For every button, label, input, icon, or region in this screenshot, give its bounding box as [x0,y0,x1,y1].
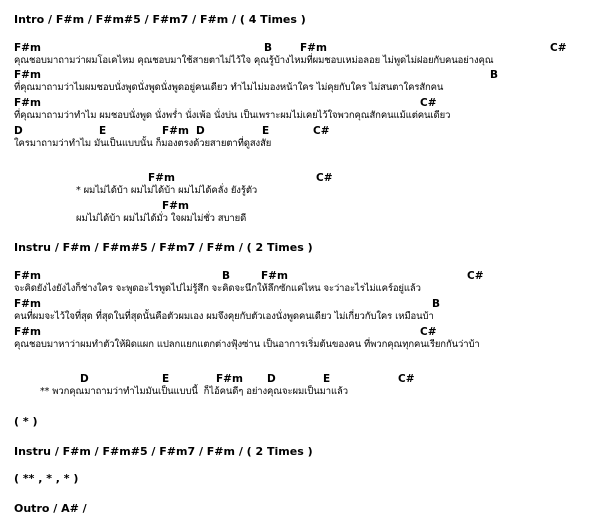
chord: C# [550,42,567,54]
intro-line: Intro / F#m / F#m#5 / F#m7 / F#m / ( 4 Times ) [14,13,306,26]
bridge-chord-row [0,373,600,385]
chord: D [196,125,205,137]
chorus-chord-row-2 [0,200,600,212]
chord: B [222,270,231,282]
verse2-chord-row-3 [0,326,600,338]
chord: F#m [14,326,41,338]
chord: D [267,373,276,385]
chord: C# [313,125,330,137]
chord: F#m [162,125,189,137]
chord: E [323,373,331,385]
chord: F#m [14,270,41,282]
verse2-chord-row-1 [0,270,600,282]
verse1-chord-row-4 [0,125,600,137]
verse1-lyric-4: ใครมาถามว่าทำไม มันเป็นแบบนั้น ก็มองตรงด้วยสายตาที่ดูสงสัย [14,138,272,149]
chord: B [264,42,273,54]
verse1-chord-row-2 [0,69,600,81]
verse2-lyric-2: คนที่ผมจะไว้ใจที่สุด ที่สุดในที่สุดนั้นคือตัวผมเอง ผมจึงคุยกับตัวเองนั่งพูดคนเดียว ไม่เกี่ยวกับใคร เหมือนบ้า [14,311,434,322]
chord: F#m [300,42,327,54]
outro-line: Outro / A# / [14,502,87,515]
chord: B [432,298,441,310]
chord: F#m [14,298,41,310]
chord: F#m [216,373,243,385]
chord: E [99,125,107,137]
chord: C# [420,97,437,109]
repeat-sequence: ( ** , * , * ) [14,472,79,485]
verse1-chord-row-3 [0,97,600,109]
chorus-repeat-marker: ( * ) [14,415,38,428]
chorus-lyric-1: * ผมไม่ได้บ้า ผมไม่ได้บ้า ผมไม่ได้คลั่ง ยังรู้ตัว [76,185,258,196]
verse1-lyric-1: คุณชอบมาถามว่าผมโอเคไหม คุณชอบมาใช้สายตาไม่ไว้ใจ คุณรู้บ้างไหมที่ผมชอบเหม่อลอย ไม่พูดไม่ฝอยกับคนอย่างคุณ [14,55,494,66]
bridge-lyric: ** พวกคุณมาถามว่าทำไมมันเป็นแบบนี้ ก็ไอ้คนดีๆ อย่างคุณจะผมเป็นมาแล้ว [40,386,348,397]
chord: E [262,125,270,137]
chord: F#m [14,69,41,81]
chord: F#m [261,270,288,282]
verse1-lyric-2: ที่คุณมาถามว่าไมผมชอบนั่งพูดนั่งพูดนั่งพูดอยู่คนเดียว ทำไมไม่มองหน้าใคร ไม่คุยกับใคร ไม่สนตาใครสักคน [14,82,444,93]
instru-line-1: Instru / F#m / F#m#5 / F#m7 / F#m / ( 2 Times ) [14,241,313,254]
verse2-lyric-1: จะคิดยังไงยังไงก็ช่างใคร จะพูดอะไรพูดไปไม่รู้สึก จะคิดจะนึกให้ลึกซักแค่ไหน จะว่าอะไรไม่แคร์อยู่แล้ว [14,283,421,294]
chord: B [490,69,499,81]
chord: F#m [148,172,175,184]
chorus-chord-row-1 [0,172,600,184]
chord: E [162,373,170,385]
chord: D [80,373,89,385]
chord: F#m [162,200,189,212]
chord: C# [398,373,415,385]
chord: F#m [14,42,41,54]
verse1-chord-row-1 [0,42,600,54]
chord: C# [316,172,333,184]
verse2-chord-row-2 [0,298,600,310]
chord: C# [420,326,437,338]
chord: C# [467,270,484,282]
chord: D [14,125,23,137]
instru-line-2: Instru / F#m / F#m#5 / F#m7 / F#m / ( 2 Times ) [14,445,313,458]
chorus-lyric-2: ผมไม่ได้บ้า ผมไม่ได้มั่ว ใจผมไม่ชั่ว สบายดี [76,213,247,224]
verse1-lyric-3: ที่คุณมาถามว่าทำไม ผมชอบนั่งพูด นั่งพร่ำ นั่งเพ้อ นั่งบ่น เป็นเพราะผมไม่เคยไว้ใจพวกคุณสักคนแม้แต่คนเดียว [14,110,451,121]
verse2-lyric-3: คุณชอบมาหาว่าผมทำตัวให้ผิดแผก แปลกแยกแตกต่างฟุ้งซ่าน เป็นอาการเริ่มต้นของคน ที่พวกคุณทุกคนเรียกกันว่าบ้า [14,339,480,350]
chord: F#m [14,97,41,109]
